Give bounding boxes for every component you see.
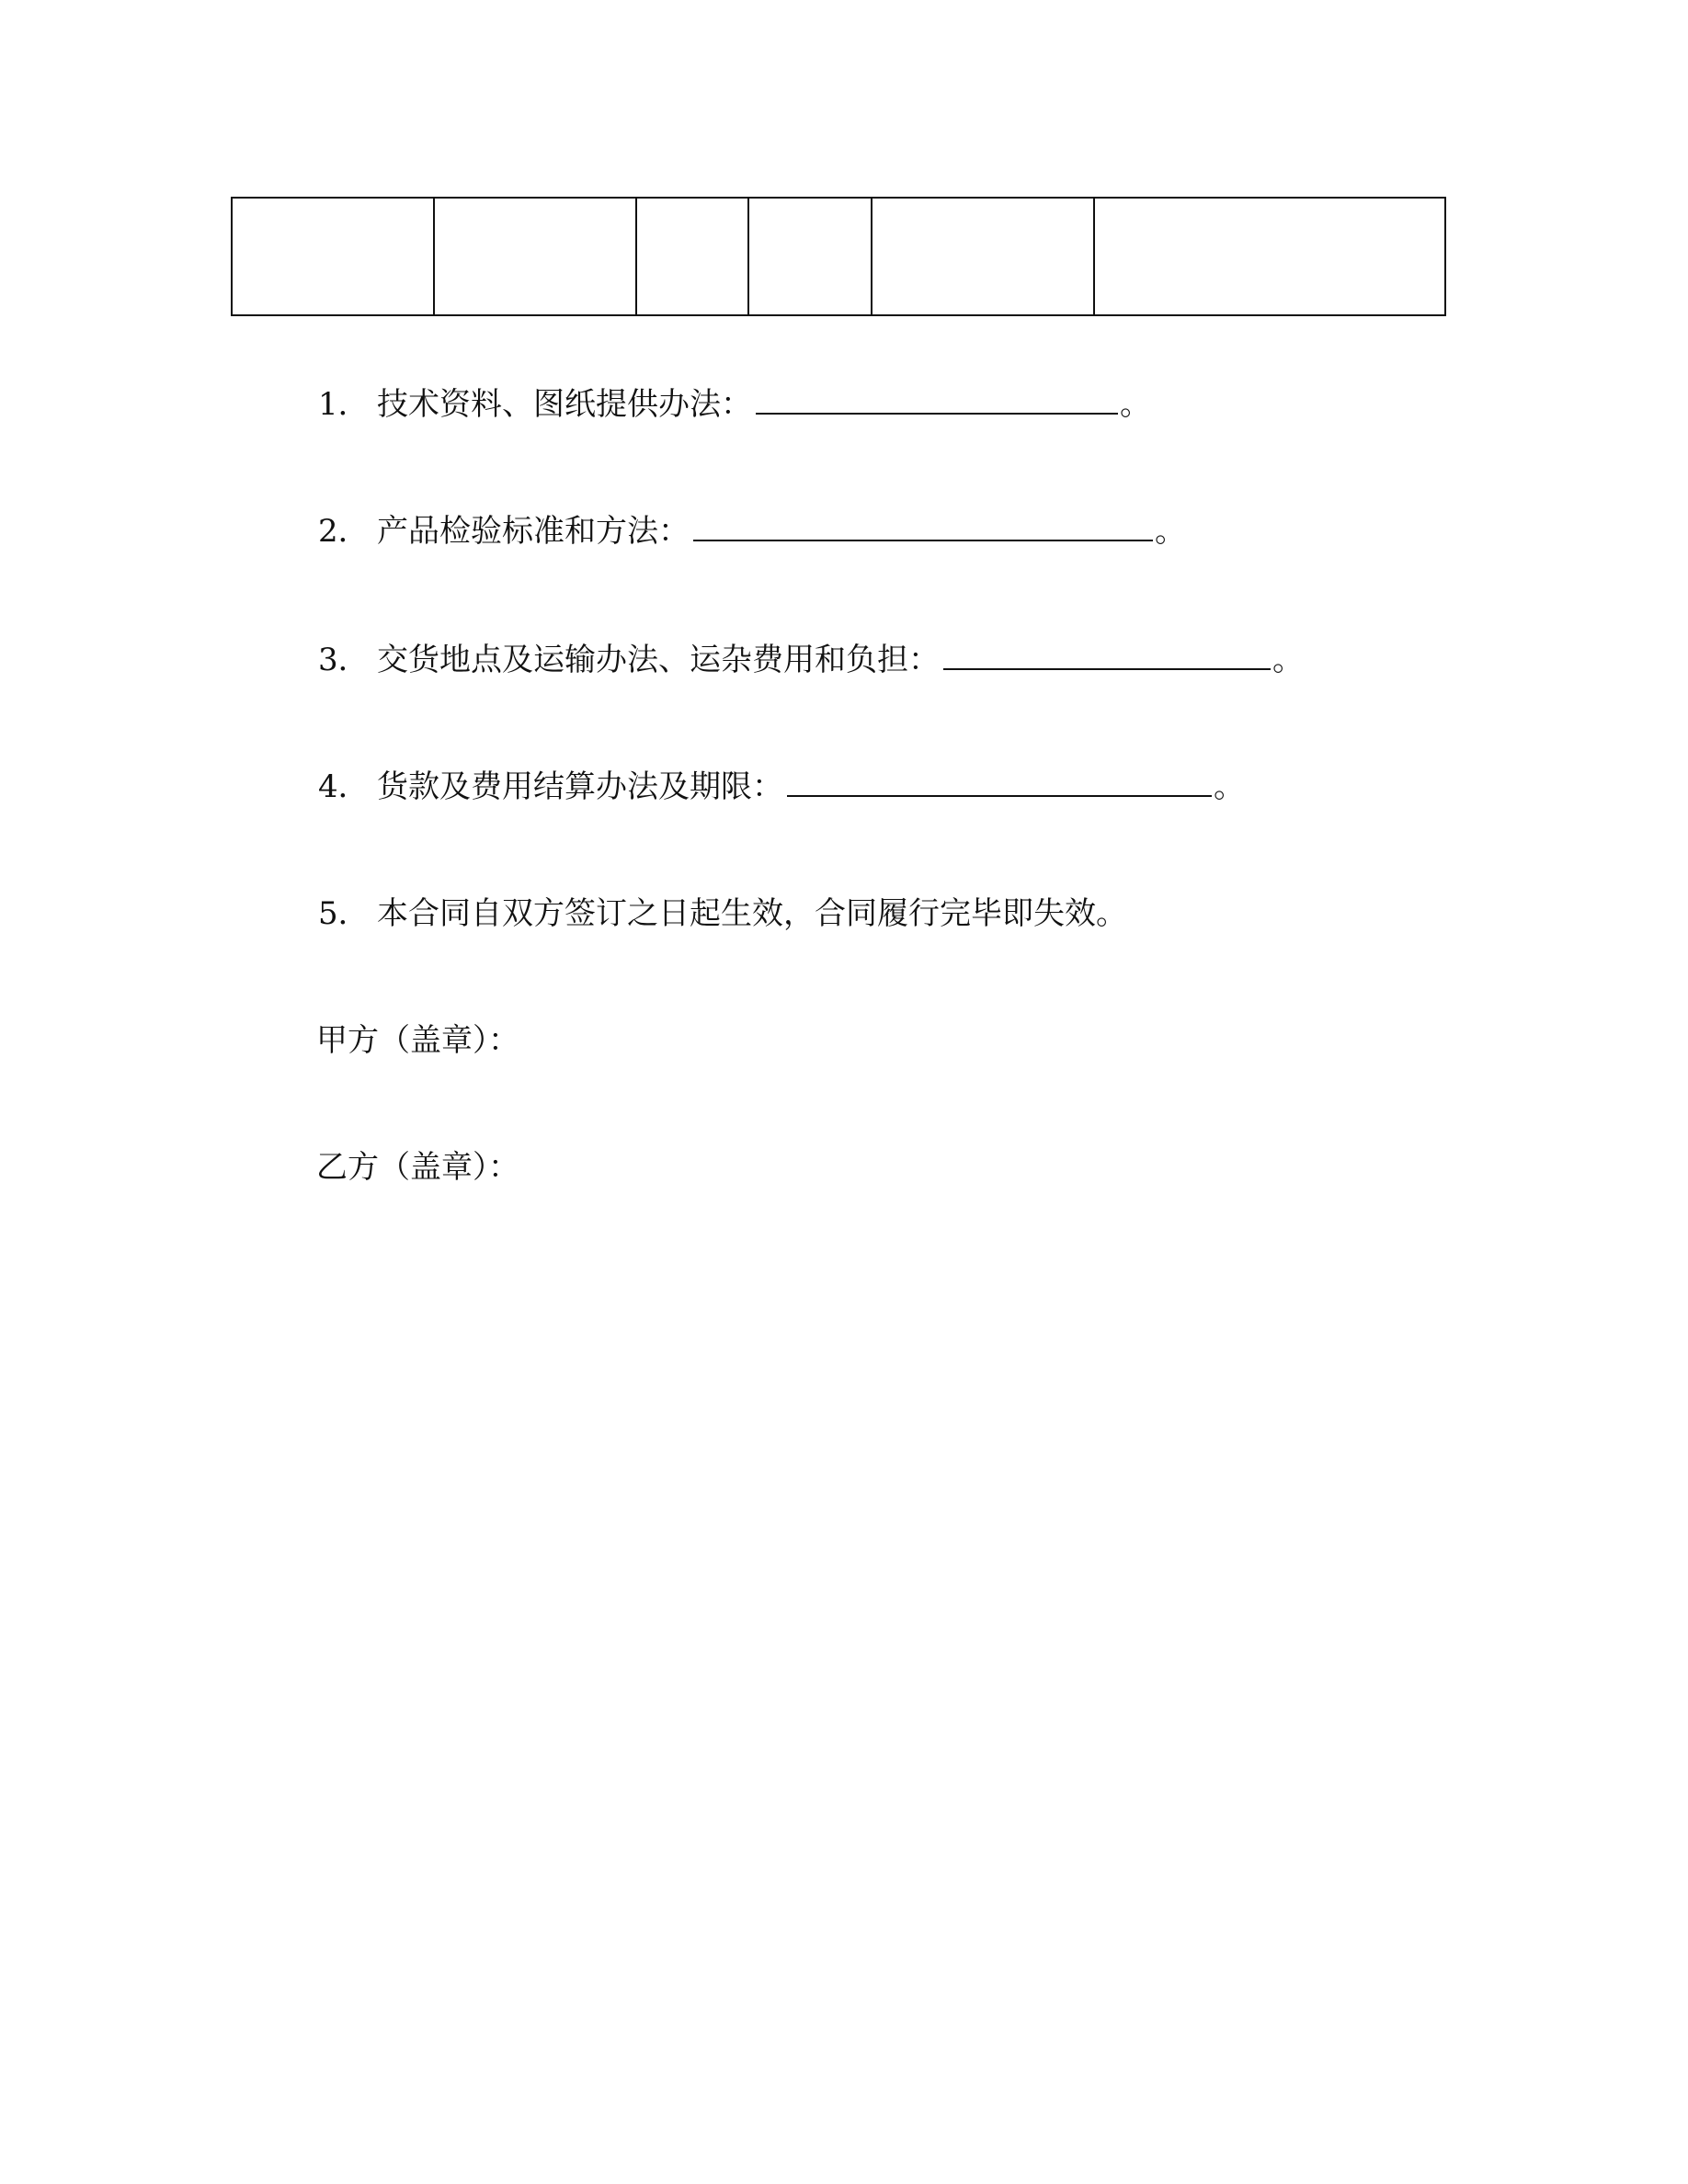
clause-text: 货款及费用结算办法及期限： — [377, 768, 783, 805]
clause-end: 。 — [1214, 768, 1245, 805]
clause-number: 2． — [318, 513, 370, 550]
clause-number: 4． — [318, 768, 370, 805]
fill-in-blank[interactable] — [943, 641, 1271, 670]
table-cell — [636, 198, 748, 315]
clause-number: 1． — [318, 386, 370, 423]
table-cell — [434, 198, 636, 315]
clause-4 — [318, 767, 1245, 807]
clause-text: 交货地点及运输办法、运杂费用和负担： — [377, 642, 940, 678]
clause-5 — [318, 893, 1127, 934]
clause-1 — [318, 384, 1151, 425]
table-row — [232, 198, 1445, 315]
fill-in-blank[interactable] — [787, 768, 1212, 797]
clause-text: 技术资料、图纸提供办法： — [377, 386, 752, 423]
blank-form-table — [231, 197, 1446, 316]
clause-end: 。 — [1272, 642, 1304, 678]
fill-in-blank[interactable] — [693, 512, 1153, 541]
clause-end: 。 — [1155, 513, 1186, 550]
fill-in-blank[interactable] — [756, 385, 1118, 415]
table-cell — [1094, 198, 1445, 315]
clause-end: 。 — [1120, 386, 1151, 423]
clause-text: 产品检验标准和方法： — [377, 513, 690, 550]
clause-text: 本合同自双方签订之日起生效，合同履行完毕即失效。 — [377, 895, 1127, 932]
party-b-seal: 乙方（盖章）： — [316, 1149, 519, 1186]
party-a-seal: 甲方（盖章）： — [316, 1022, 519, 1059]
table-cell — [748, 198, 872, 315]
clause-2 — [318, 511, 1186, 552]
clause-3 — [318, 640, 1304, 680]
clause-number: 5． — [318, 895, 370, 932]
table-cell — [232, 198, 434, 315]
clause-number: 3． — [318, 642, 370, 678]
table-cell — [872, 198, 1094, 315]
